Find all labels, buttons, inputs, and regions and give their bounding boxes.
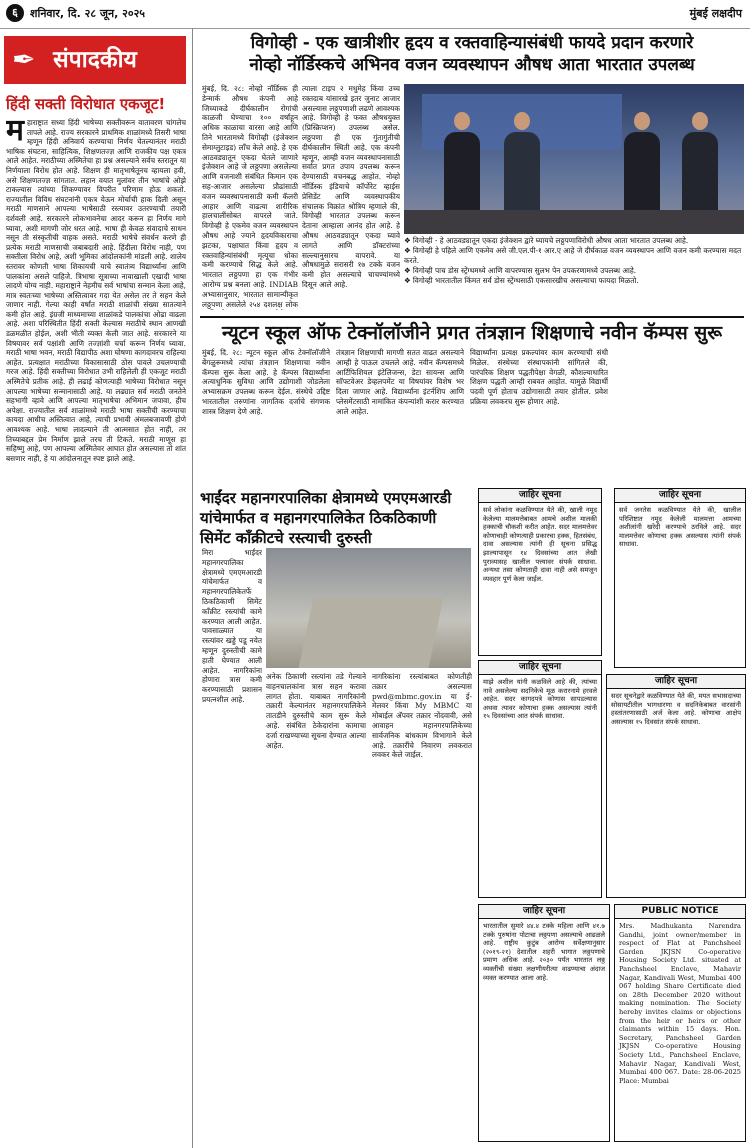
notice-body: माझे अशील यांनी कळविले आहे की, त्यांच्या नावे असलेल्या सदनिकेचे मूळ करारनामे हरवले आहेत. सदर कागदपत्रे कोणास सापडल्यास अथवा त्यावर कोणाचा हक्क असल्यास त्यांनी १५ दिवसांच्या आत संपर्क साधावा. [483,678,597,721]
story2-column-2: तंत्रज्ञान शिक्षणाची मागणी सतत वाढत असल्याने आम्ही हे पाऊल उचलले आहे. नवीन कॅम्पसमध्ये आर्टिफिशियल इंटेलिजन्स, डेटा सायन्स आणि सॉफ्टवेअर डेव्हलपमेंट या विषयांवर विशेष भर दिला जाणार आहे. विद्यार्थ्यांना इंटर्नशिप आणि प्लेसमेंटसाठी नामांकित कंपन्यांशी करार करण्यात आले आहेत. [336,348,464,416]
page-header [0,0,750,29]
story3-headline: भाईंदर महानगरपालिका क्षेत्रामध्ये एमएमआरडी यांचेमार्फत व महानगरपालिकेत ठिकठिकाणी सिमेंट कॉंक्रीटचे रस्त्याची दुरुस्ती [200,489,452,547]
newspaper-name: मुंबई लक्षदीप [689,7,742,20]
photo-person [682,112,718,224]
caption-bullet: ❖ विगोव्ही पाच डोस स्ट्रेंग्थमध्ये आणि वापरण्यास सुलभ पेन उपकरणामध्ये उपलब्ध आहे. [404,266,637,275]
story3-column-2: अनेक ठिकाणी रस्त्यांना तडे गेल्याने वाहनचालकांना त्रास सहन करावा लागत होता. याबाबत नागरिकांनी तक्रारी केल्यानंतर महानगरपालिकेने तातडीने दुरुस्तीचे काम सुरू केले आहे. संबंधित ठेकेदारांना कामाचा दर्जा राखण्याच्या सूचना देण्यात आल्या आहेत. [266,672,366,750]
caption-bullet: ❖ विगोव्ही भारतातील किंमत सर्व डोस स्ट्रेंग्थसाठी एकसारखीच असल्याचा फायदा मिळतो. [404,276,639,285]
story2-column-3: विद्यार्थ्यांना प्रत्यक्ष प्रकल्पांवर काम करण्याची संधी मिळेल. संस्थेच्या संस्थापकांनी सांगितले की, पारंपरिक शिक्षण पद्धतीपेक्षा वेगळी, कौशल्याधारित शिक्षण पद्धती आम्ही राबवत आहोत. यामुळे विद्यार्थी पदवी पूर्ण होताच उद्योगासाठी तयार होतील. प्रवेश प्रक्रिया लवकरच सुरू होणार आहे. [470,348,608,406]
notice-title: जाहिर सूचना [607,675,745,689]
public-notice-5 [614,904,746,1142]
editorial-title: हिंदी सक्ती विरोधात एकजूट! [6,95,166,113]
road-illustration [299,598,444,668]
story1-headline-line2: नोव्हो नॉर्डिस्कचे अभिनव वजन व्यवस्थापन औषध आता भारतात उपलब्ध [249,55,695,75]
story3-column-3: नागरिकांना रस्त्यांबाबत कोणतीही तक्रार असल्यास pwd@mbmc.gov.in या ई-मेलवर किंवा My MBMC या मोबाईल अ‍ॅपवर तक्रार नोंदवावी, असे आवाहन महानगरपालिकेच्या सार्वजनिक बांधकाम विभागाने केले आहे. तक्रारींचे निवारण लवकरात लवकर केले जाईल. [372,672,472,760]
notice-title: जाहिर सूचना [479,489,601,503]
notice-body: सदर सूचनेद्वारे कळविण्यात येते की, मयत सभासदाच्या सोसायटीतील भागधारणा व सदनिकेबाबत वारसांनी हस्तांतरणासाठी अर्ज केला आहे. कोणाचा आक्षेप असल्यास १५ दिवसांत संपर्क साधावा. [611,692,741,726]
story2-headline: न्यूटन स्कूल ऑफ टेक्नॉलॉजीने प्रगत तंत्रज्ञान शिक्षणाचे नवीन कॅम्पस सुरू [200,316,744,346]
notice-title: जाहिर सूचना [479,661,601,675]
notice-title: PUBLIC NOTICE [615,905,745,919]
notice-body: सर्व लोकांना कळविण्यात येते की, खाली नमूद केलेल्या मालमत्तेबाबत आमचे अशील मालकी हक्काची चौकशी करीत आहेत. सदर मालमत्तेवर कोणाचाही कोणत्याही प्रकारचा हक्क, हितसंबंध, दावा असल्यास त्यांनी ही सूचना प्रसिद्ध झाल्यापासून १४ दिवसांच्या आत लेखी पुराव्यासह खालील पत्त्यावर संपर्क साधावा. अन्यथा तसा कोणताही दावा नाही असे समजून व्यवहार पूर्ण केला जाईल. [483,506,597,583]
photo-person [624,112,660,224]
public-notice-4 [606,674,746,898]
story1-column-2: त्याला टाइप २ मधुमेह किंवा उच्च रक्तदाब यांसारखे इतर जुनाट आजार असल्यास लठ्ठपणाशी लढणे आवश्यक आहे. विगोव्ही हे फक्त औषधयुक्त (प्रिस्क्रिप्शन) उपलब्ध असेल. लठ्ठपणा ही एक गुंतागुंतीची दीर्घकालीन स्थिती आहे. एक कंपनी म्हणून, आम्ही वजन व्यवस्थापनासाठी सर्वात प्रगत उपाय उपलब्ध करून देण्यासाठी वचनबद्ध आहोत. नोव्हो नॉर्डिस्क इंडियाचे कॉर्पोरेट व्हाईस प्रेसिडेंट आणि व्यवस्थापकीय संचालक विक्रांत श्रोत्रिय म्हणाले की, विगोव्ही भारतात उपलब्ध करून देताना आम्हाला आनंद होत आहे. हे औषध आठवड्यातून एकदा घ्यावे लागते आणि डॉक्टरांच्या सल्ल्यानुसारच वापरावे. या औषधामुळे सरासरी १७ टक्के वजन कमी होत असल्याचे चाचण्यांमध्ये दिसून आले आहे. [302,84,400,289]
editorial-column [0,28,193,1148]
story1-column-1: मुंबई, दि. २८: नोव्हो नॉर्डिस्क ही डेन्मार्क औषध कंपनी आहे जिच्याकडे दीर्घकालीन रोगांची काळजी घेण्याचा १०० वर्षांहून अधिक काळाचा वारसा आहे आणि तिने भारतामध्ये विगोव्ही (इंजेक्शन सेमाग्लुटाइड) लाँच केले आहे. हे एक आठवड्यातून एकदा घेतले जाणारे इंजेक्शन आहे जे लठ्ठपणा असलेल्या आणि वजनाशी संबंधित किमान एक सह-आजार असलेल्या प्रौढांसाठी वजन व्यवस्थापनासाठी कमी कॅलरी आहार आणि वाढत्या शारीरिक हालचालींसोबत वापरले जाते. विगोव्ही हे एकमेव वजन व्यवस्थापन औषध आहे ज्याने हृदयविकाराचा झटका, पक्षाघात किंवा हृदय व रक्तवाहिन्यांसंबंधी मृत्यूचा धोका कमी करण्याचे सिद्ध केले आहे. भारतात लठ्ठपणा हा एक गंभीर आरोग्य प्रश्न बनला आहे. INDIAB अभ्यासानुसार, भारतात सामान्यीकृत लठ्ठपणा असलेले २५४ दशलक्ष लोक [202,84,298,309]
story1-caption [404,236,744,286]
notice-body: Mrs. Madhukanta Narendra Gandhi, joint owner/member in respect of Flat at Panchsheel Garden JKJSN Co-operative Housing Society Ltd. situated at Panchsheel Enclave, Mahavir Nagar, Kandivali West, Mumbai 400 067 holding Share Certificate died on 28th December 2020 without making nomination. The Society hereby invites claims or objections from the heir or heirs or other claimants within 15 days. Hon. Secretary, Panchsheel Garden JKJSN Co-operative Housing Society Ltd., Panchsheel Enclave, Mahavir Nagar, Kandivali West, Mumbai 400 067. Date: 28-06-2025 Place: Mumbai [619,922,741,1085]
story1-photo [404,84,744,234]
editorial-body [6,118,186,1144]
story3-column-1: मिरा भाईंदर महानगरपालिका क्षेत्रामध्ये एमएमआरडी यांचेमार्फत व महानगरपालिकेतर्फे ठिकठिकाणी सिमेंट कॉंक्रीट रस्त्यांची कामे करण्यात आली आहेत. पावसाळ्यात या रस्त्यांवर खड्डे पडू नयेत म्हणून दुरुस्तीची कामे हाती घेण्यात आली आहेत. नागरिकांना होणारा त्रास कमी करण्यासाठी प्रशासन प्रयत्नशील आहे. [202,548,262,704]
photo-person [504,112,540,224]
public-notice-6 [478,904,610,1142]
public-notice-2 [478,660,602,898]
photo-person [444,112,480,224]
story2-column-1: मुंबई, दि. २८: न्यूटन स्कूल ऑफ टेक्नॉलॉजीने बेंगळुरूमध्ये त्यांचा तंत्रज्ञान शिक्षणाचा नवीन कॅम्पस सुरू केला आहे. हे कॅम्पस विद्यार्थ्यांना अत्याधुनिक सुविधा आणि उद्योगाशी जोडलेला अभ्यासक्रम उपलब्ध करून देईल. संस्थेचे उद्दिष्ट भारतातील तरुणांना जागतिक दर्जाचे संगणक शास्त्र शिक्षण देणे आहे. [202,348,330,416]
pen-icon: ✒ [12,43,36,76]
caption-bullet: ❖ विगोव्ही - हे आठवड्यातून एकदा इंजेक्शन द्वारे घ्यायचे लठ्ठपणाविरोधी औषध आता भारतात उपलब्ध आहे. [404,236,689,245]
editorial-banner [4,36,186,84]
notice-title: जाहिर सूचना [479,905,609,919]
notice-title: जाहिर सूचना [615,489,745,503]
notice-body: भारतातील सुमारे ४४.४ टक्के महिला आणि ४१.७ टक्के पुरुषांना पोटाचा लठ्ठपणा असल्याचे आढळले आहे. राष्ट्रीय कुटुंब आरोग्य सर्वेक्षणानुसार (२०१९-२१) देशातील शहरी भागात लठ्ठपणाचे प्रमाण अधिक आहे. २०३० पर्यंत भारतात लठ्ठ व्यक्तींची संख्या लक्षणीयरीत्या वाढण्याचा अंदाज व्यक्त करण्यात आला आहे. [483,922,605,982]
page-number: ६ [6,4,24,22]
story1-headline [200,32,744,76]
story1-headline-line1: विगोव्ही - एक खात्रीशीर हृदय व रक्तवाहिन्यासंबंधी फायदे प्रदान करणारे [250,33,694,53]
editorial-text: हाराष्ट्रात सध्या हिंदी भाषेच्या सक्तीवरून वातावरण चांगलेच तापले आहे. राज्य सरकारने प्राथमिक शाळांमध्ये तिसरी भाषा म्हणून हिंदी अनिवार्य करण्याचा निर्णय घेतल्यानंतर मराठी भाषिक संघटना, साहित्यिक, शिक्षणतज्ज्ञ आणि राजकीय पक्ष एकत्र आले आहेत. मराठीच्या अस्मितेचा हा प्रश्न असल्याने सर्वच स्तरातून या निर्णयाला विरोध होत आहे. शिक्षण ही मातृभाषेतूनच व्हायला हवी, असे शिक्षणतज्ज्ञ सांगतात. लहान वयात मुलांवर तीन भाषांचे ओझे टाकल्यास त्यांच्या शिकण्यावर विपरीत परिणाम होऊ शकतो. राज्यातील विविध संघटनांनी एकत्र येऊन मोर्चाची हाक दिली असून मराठी माणसाने आपल्या भाषेसाठी रस्त्यावर उतरण्याची तयारी दर्शवली आहे. सरकारने लोकभावनेचा आदर करून हा निर्णय मागे घ्यावा, अशी मागणी जोर धरत आहे. भाषा ही केवळ संवादाचे साधन नसून ती संस्कृतीची वाहक असते. मराठी भाषेचे संवर्धन करणे ही प्रत्येक मराठी माणसाची जबाबदारी आहे. हिंदीला विरोध नाही, पण सक्तीला विरोध आहे, अशी भूमिका आंदोलकांनी मांडली आहे. शालेय स्तरावर कोणती भाषा शिकायची याचे स्वातंत्र्य विद्यार्थ्यांना आणि पालकांना असले पाहिजे. त्रिभाषा सूत्राच्या नावाखाली एखादी भाषा लादणे योग्य नाही. महाराष्ट्राने नेहमीच सर्व भाषांचा सन्मान केला आहे, मात्र स्वतःच्या भाषेच्या अस्तित्वावर गदा येत असेल तर ते सहन केले जाणार नाही. गेल्या काही वर्षांत मराठी शाळांची संख्या सातत्याने कमी होत आहे. इंग्रजी माध्यमाच्या शाळांकडे पालकांचा ओढा वाढला आहे. अशा परिस्थितीत हिंदी सक्ती केल्यास मराठीचे स्थान आणखी डळमळीत होईल, अशी भीती व्यक्त केली जात आहे. सरकारने या विषयावर सर्व पक्षांशी आणि तज्ज्ञांशी चर्चा करून निर्णय घ्यावा. मराठी भाषा भवन, मराठी विद्यापीठ अशा घोषणा कागदावरच राहिल्या आहेत. प्रत्यक्षात मराठीच्या विकासासाठी ठोस पावले उचलण्याची गरज आहे. हिंदी सक्तीच्या विरोधात उभी राहिलेली ही एकजूट मराठी अस्मितेचे प्रतीक आहे. ही लढाई कोणत्याही भाषेच्या विरोधात नसून आपल्या भाषेच्या सन्मानासाठी आहे. या लढ्यात सर्व मराठी जनतेने सहभागी व्हावे आणि आपल्या मातृभाषेचा अभिमान जपावा, हीच अपेक्षा. राज्यातील सर्व शाळांमध्ये मराठी भाषा सक्तीची करण्याचा कायदा आधीच अस्तित्वात आहे, त्याची प्रभावी अंमलबजावणी होणे आवश्यक आहे. भाषा लादल्याने ती आत्मसात होत नाही, तर तिच्याबद्दल प्रेम निर्माण झाले तरच ती टिकते. मराठी माणूस हा सहिष्णु आहे, पण आपल्या अस्मितेवर आघात होत असल्यास तो शांत बसणार नाही, हे या आंदोलनातून स्पष्ट झाले आहे. [6,118,186,463]
event-stage [404,210,744,234]
notice-body: सर्व जनतेस कळविण्यात येते की, खालील परिशिष्टात नमूद केलेली मालमत्ता आमच्या अशीलांनी खरेदी करण्याचे ठरविले आहे. सदर मालमत्तेवर कोणाचा हक्क असल्यास त्यांनी संपर्क साधावा. [619,506,741,549]
editorial-banner-label: संपादकीय [53,47,137,73]
public-notice-1 [478,488,602,656]
editorial-dropcap: म [6,118,24,148]
public-notice-3 [614,488,746,668]
story3-photo [266,548,471,668]
caption-bullet: ❖ विगोव्ही हे पहिले आणि एकमेव असे जी.एल.पी-१ आर.ए आहे जे दीर्घकाळ वजन व्यवस्थापन आणि वजन कमी करण्यास मदत करते. [404,246,742,265]
issue-date: शनिवार, दि. २८ जून, २०२५ [30,7,146,20]
